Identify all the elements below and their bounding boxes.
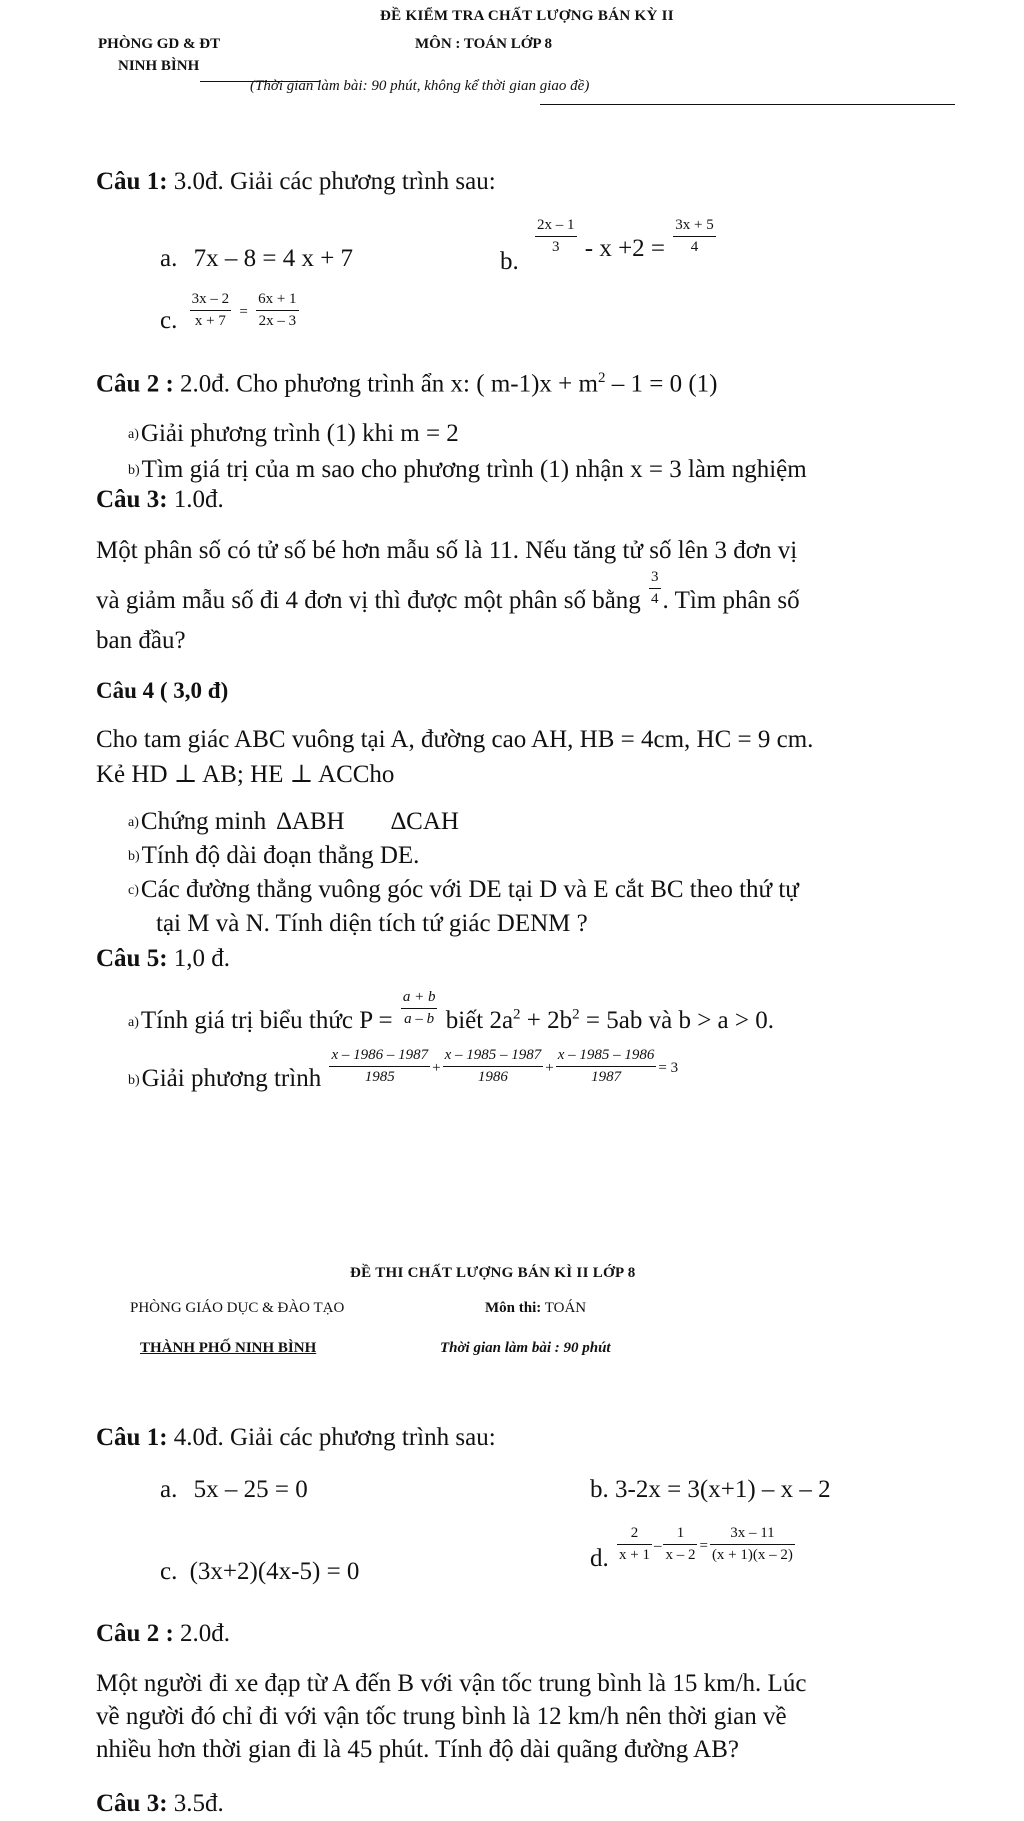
exam2-q1-head: Câu 1: bbox=[96, 1424, 168, 1451]
exam1-q3-frac-num: 3 bbox=[649, 570, 661, 589]
exam1-q5b-eq: = 3 bbox=[658, 1060, 679, 1077]
exam1-q1-text: 3.0đ. Giải các phương trình sau: bbox=[167, 168, 496, 195]
exam2-q1d-label: d. bbox=[590, 1545, 609, 1573]
exam1-q2a-text: Giải phương trình (1) khi m = 2 bbox=[140, 420, 459, 447]
exam1-q2-text-after: – 1 = 0 (1) bbox=[605, 370, 718, 398]
exam2-q1d-frac1-num: 2 bbox=[617, 1526, 652, 1545]
exam1-q5b-before: Giải phương trình bbox=[141, 1065, 322, 1093]
exam1-q1b-frac2-den: 4 bbox=[690, 239, 699, 255]
exam1-q5-text: 1,0 đ. bbox=[167, 945, 231, 972]
exam1-q1c-label: c. bbox=[160, 307, 178, 335]
exam1-q4a-text: Chứng minh bbox=[140, 808, 267, 835]
exam2-q1b-eq: 3-2x = 3(x+1) – x – 2 bbox=[615, 1476, 831, 1503]
exam2-q3-head: Câu 3: bbox=[96, 1790, 168, 1817]
exam1-q5-heading bbox=[96, 945, 230, 973]
exam1-q4b-label: b) bbox=[128, 849, 140, 865]
exam1-q1b-frac2 bbox=[673, 218, 715, 255]
exam1-q4c-label: c) bbox=[128, 883, 139, 899]
exam2-subject-value: TOÁN bbox=[541, 1300, 587, 1316]
exam1-q5a-frac-den: a – b bbox=[404, 1011, 435, 1027]
exam2-q2-para3: nhiều hơn thời gian đi là 45 phút. Tính độ dài quãng đường AB? bbox=[96, 1736, 739, 1763]
exam2-q1c bbox=[160, 1558, 359, 1586]
exam1-q3-head: Câu 3: bbox=[96, 486, 168, 513]
exam2-q3-heading bbox=[96, 1790, 224, 1818]
exam1-q1c-frac2-num: 6x + 1 bbox=[256, 292, 298, 311]
exam2-q2-text: 2.0đ. bbox=[173, 1620, 231, 1647]
exam1-q5a-mid-text: biết 2a bbox=[439, 1007, 514, 1035]
exam1-q2b bbox=[128, 456, 807, 484]
exam2-q1d-frac2-num: 1 bbox=[663, 1526, 697, 1545]
exam1-q5b-plus1: + bbox=[432, 1060, 441, 1077]
exam1-q5a-before: Tính giá trị biểu thức P = bbox=[140, 1007, 393, 1035]
exam1-q4c bbox=[128, 876, 799, 904]
exam1-q4c-text2: tại M và N. Tính diện tích tứ giác DENM ? bbox=[156, 910, 588, 937]
exam1-q5a-sup2: 2 bbox=[572, 1006, 580, 1023]
exam1-q1b-label: b. bbox=[500, 248, 519, 276]
exam1-q1c-eq: = bbox=[239, 304, 248, 321]
exam1-time-note: (Thời gian làm bài: 90 phút, không kể thời gian giao đề) bbox=[250, 78, 590, 94]
exam1-q2b-label: b) bbox=[128, 463, 140, 479]
exam2-time-note: Thời gian làm bài : 90 phút bbox=[440, 1340, 611, 1356]
exam2-q1c-label: c. bbox=[160, 1558, 178, 1585]
exam1-q1b-mid: - x +2 = bbox=[584, 235, 666, 263]
exam1-q4a bbox=[128, 808, 459, 836]
exam1-q5a-frac bbox=[401, 990, 438, 1027]
exam2-q1d-frac3-num: 3x – 11 bbox=[710, 1526, 795, 1545]
exam2-subject bbox=[485, 1300, 586, 1317]
exam1-q3-frac-den: 4 bbox=[651, 591, 659, 607]
exam1-q1c-frac2-den: 2x – 3 bbox=[258, 313, 297, 329]
exam1-q5-head: Câu 5: bbox=[96, 945, 168, 972]
exam2-q1d-frac2 bbox=[663, 1526, 697, 1563]
exam2-q1d-frac2-den: x – 2 bbox=[665, 1547, 696, 1563]
exam1-q5b-frac2-den: 1986 bbox=[477, 1069, 508, 1085]
exam1-q5a-frac-num: a + b bbox=[401, 990, 438, 1009]
exam2-q1a-eq: 5x – 25 = 0 bbox=[193, 1476, 308, 1503]
exam1-q5a bbox=[128, 989, 774, 1035]
exam1-q3-heading bbox=[96, 486, 224, 514]
exam1-q1a-label: a. bbox=[160, 245, 178, 272]
exam1-q4a-tri1: ∆ABH bbox=[276, 808, 345, 835]
exam2-q2-para2: về người đó chỉ đi với vận tốc trung bình là 12 km/h nên thời gian về bbox=[96, 1703, 787, 1730]
exam1-q4a-label: a) bbox=[128, 815, 139, 831]
exam2-q1d-frac1 bbox=[617, 1526, 652, 1563]
exam1-q1b-frac1 bbox=[535, 218, 577, 255]
exam1-q3-para2 bbox=[96, 569, 800, 615]
exam1-q2-head: Câu 2 : bbox=[96, 370, 174, 398]
exam1-q4c-text1: Các đường thẳng vuông góc với DE tại D và E cắt BC theo thứ tự bbox=[140, 876, 799, 903]
exam1-q1-head: Câu 1: bbox=[96, 168, 168, 195]
exam1-q5b-frac1-den: 1985 bbox=[364, 1069, 395, 1085]
exam2-dept-line1: PHÒNG GIÁO DỤC & ĐÀO TẠO bbox=[130, 1300, 345, 1316]
exam2-q2-heading bbox=[96, 1620, 230, 1648]
exam1-title: ĐỀ KIỂM TRA CHẤT LƯỢNG BÁN KỲ II bbox=[380, 8, 674, 24]
exam1-q5b-frac1 bbox=[329, 1048, 430, 1085]
exam1-header-rule bbox=[540, 104, 955, 105]
exam1-q4-head: Câu 4 ( 3,0 đ) bbox=[96, 678, 229, 703]
exam2-q1a bbox=[160, 1476, 308, 1504]
exam1-q1b bbox=[500, 217, 718, 276]
exam1-q1a-eq: 7x – 8 = 4 x + 7 bbox=[193, 245, 354, 272]
exam2-subject-label: Môn thi: bbox=[485, 1300, 542, 1316]
exam1-q5b-frac3-num: x – 1985 – 1986 bbox=[556, 1048, 657, 1067]
exam2-q1d-frac3-den: (x + 1)(x – 2) bbox=[711, 1547, 793, 1563]
exam1-q3-text: 1.0đ. bbox=[167, 486, 224, 513]
exam2-q1a-label: a. bbox=[160, 1476, 178, 1503]
exam1-q1c-frac1 bbox=[190, 292, 232, 329]
exam1-q2-text-before: 2.0đ. Cho phương trình ẩn x: ( m-1)x + m bbox=[173, 370, 598, 398]
exam2-q2-head: Câu 2 : bbox=[96, 1620, 174, 1647]
exam2-dept-line2: THÀNH PHỐ NINH BÌNH bbox=[140, 1340, 317, 1356]
exam2-q1b-label: b. bbox=[590, 1476, 609, 1503]
exam1-q1b-frac1-num: 2x – 1 bbox=[535, 218, 577, 237]
exam2-q3-text: 3.5đ. bbox=[167, 1790, 224, 1817]
exam2-q1d-eq: = bbox=[699, 1538, 708, 1555]
exam1-q5a-sup1: 2 bbox=[513, 1006, 521, 1023]
exam1-q4-line1: Cho tam giác ABC vuông tại A, đường cao AH, HB = 4cm, HC = 9 cm. bbox=[96, 726, 814, 753]
exam1-q3-para2-before: và giảm mẫu số đi 4 đơn vị thì được một phân số bằng bbox=[96, 587, 641, 615]
exam2-q1c-eq: (3x+2)(4x-5) = 0 bbox=[189, 1558, 360, 1585]
exam1-q5b-plus2: + bbox=[545, 1060, 554, 1077]
exam1-q1-heading bbox=[96, 168, 496, 196]
exam1-q2b-text: Tìm giá trị của m sao cho phương trình (1) nhận x = 3 làm nghiệm bbox=[141, 456, 807, 483]
exam2-q1-heading bbox=[96, 1424, 496, 1452]
exam1-q5b-frac3 bbox=[556, 1048, 657, 1085]
exam2-q1d-minus: – bbox=[653, 1538, 662, 1555]
exam1-q5a-after: = 5ab và b > a > 0. bbox=[579, 1007, 774, 1035]
exam1-q5b-frac3-den: 1987 bbox=[591, 1069, 622, 1085]
exam2-q1d-frac3 bbox=[710, 1526, 795, 1563]
exam1-q5b bbox=[128, 1047, 679, 1093]
exam1-q4b-text: Tính độ dài đoạn thẳng DE. bbox=[141, 842, 420, 869]
exam1-q2a bbox=[128, 420, 459, 448]
exam1-q1c bbox=[160, 291, 301, 335]
exam1-q3-frac bbox=[649, 570, 661, 607]
exam1-q5b-frac1-num: x – 1986 – 1987 bbox=[329, 1048, 430, 1067]
exam1-q3-para1: Một phân số có tử số bé hơn mẫu số là 11. Nếu tăng tử số lên 3 đơn vị bbox=[96, 537, 798, 564]
exam2-q1d-frac1-den: x + 1 bbox=[619, 1547, 650, 1563]
exam1-q4a-tri2: ∆CAH bbox=[390, 808, 459, 835]
exam1-dept-line1: PHÒNG GD & ĐT bbox=[98, 36, 221, 52]
exam1-q1b-frac2-num: 3x + 5 bbox=[673, 218, 715, 237]
exam2-q1b bbox=[590, 1476, 831, 1504]
exam2-q1-text: 4.0đ. Giải các phương trình sau: bbox=[167, 1424, 496, 1451]
exam1-q1c-frac1-num: 3x – 2 bbox=[190, 292, 232, 311]
exam1-q4b bbox=[128, 842, 419, 870]
exam1-q1c-frac1-den: x + 7 bbox=[194, 313, 226, 329]
exam2-q1d bbox=[590, 1525, 797, 1573]
exam1-q3-para3: ban đầu? bbox=[96, 627, 186, 654]
exam1-q3-para2-after: . Tìm phân số bbox=[662, 587, 800, 615]
exam1-q5a-label: a) bbox=[128, 1014, 139, 1030]
exam1-q5b-frac2 bbox=[443, 1048, 544, 1085]
exam1-q1a bbox=[160, 245, 353, 273]
exam1-q5a-mid bbox=[439, 1007, 774, 1034]
exam2-title: ĐỀ THI CHẤT LƯỢNG BÁN KÌ II LỚP 8 bbox=[350, 1265, 636, 1281]
exam1-q2-heading bbox=[96, 370, 717, 398]
exam1-subject: MÔN : TOÁN LỚP 8 bbox=[415, 36, 552, 52]
exam1-q5a-mid2: + 2b bbox=[520, 1007, 573, 1035]
exam2-q2-para1: Một người đi xe đạp từ A đến B với vận tốc trung bình là 15 km/h. Lúc bbox=[96, 1670, 807, 1697]
exam1-q1c-frac2 bbox=[256, 292, 298, 329]
exam1-q2a-label: a) bbox=[128, 427, 139, 443]
exam1-q5b-label: b) bbox=[128, 1072, 140, 1088]
exam1-q2-sup: 2 bbox=[597, 370, 606, 386]
exam1-q1b-frac1-den: 3 bbox=[552, 239, 560, 255]
exam1-q4-line2: Kẻ HD ⊥ AB; HE ⊥ ACCho bbox=[96, 761, 395, 788]
exam1-dept-line2: NINH BÌNH bbox=[118, 58, 200, 74]
exam1-q5b-frac2-num: x – 1985 – 1987 bbox=[443, 1048, 544, 1067]
